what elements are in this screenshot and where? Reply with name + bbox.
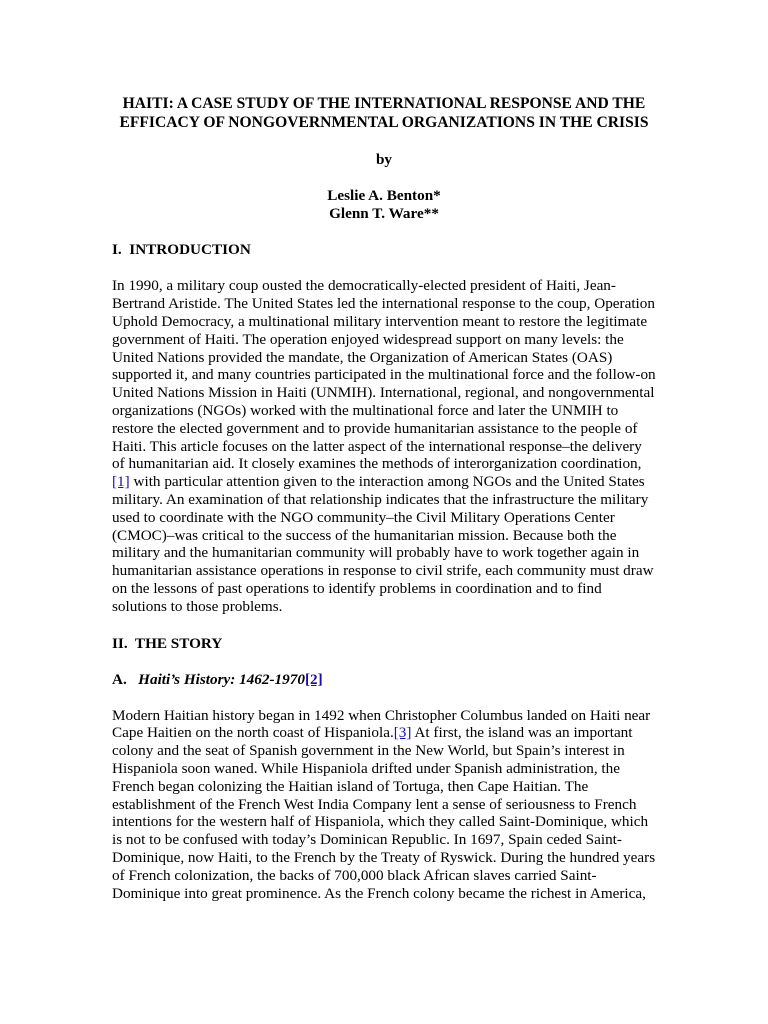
footnote-link-1[interactable]: [1] [112,473,130,491]
paragraph-text: with particular attention given to the interaction among NGOs and the United States military. An examination of that relationship indicates that the infrastructure the military used to coordinate with the NGO community–the Civil Military Operations Center (CMOC)–was critical to the success of the humanitarian mission. Because both the military and the humanitarian community will probably have to work together again in humanitarian assistance operations in response to civil strife, each community must draw on the lessons of past operations to identify problems in coordination and to find solutions to those problems. [112,473,654,615]
document-title: HAITI: A CASE STUDY OF THE INTERNATIONAL RESPONSE AND THE EFFICACY OF NONGOVERNMENTAL ORGANIZATIONS IN THE CRISIS [119,95,649,132]
author-name: Leslie A. Benton* [327,187,441,205]
author-name: Glenn T. Ware** [329,204,439,222]
footnote-link-3[interactable]: [3] [393,724,412,742]
subsection-letter: A. [112,670,127,688]
footnote-link-2[interactable]: [2] [304,670,323,688]
paragraph-text: At first, the island was an important colony and the seat of Spanish government in the New World, but Spain’s interest in Hispaniola soon waned. While Hispaniola drifted under Spanish administration, the French began colonizing the Haitian island of Tortuga, then Cape Haitian. The establishment of the French West India Company lent a sense of seriousness to French intentions for the western half of Hispaniola, which they called Saint-Dominique, which is not to be confused with today’s Dominican Republic. In 1697, Spain ceded Saint-Dominique, now Haiti, to the French by the Treaty of Ryswick. During the hundred years of French colonization, the backs of 700,000 black African slaves carried Saint-Dominique into great prominence. As the French colony became the richest in America, [112,724,656,902]
history-paragraph [112,707,656,903]
author-list [112,187,656,222]
subsection-title: Haiti’s History: 1462-1970 [138,670,305,688]
paragraph-text: In 1990, a military coup ousted the democratically-elected president of Haiti, Jean-Bertrand Aristide. The United States led the international response to the coup, Operation Uphold Democracy, a multinational military intervention meant to restore the legitimate government of Haiti. The operation enjoyed widespread support on many levels: the United Nations provided the mandate, the Organization of American States (OAS) supported it, and many countries participated in the multinational force and the follow-on United Nations Mission in Haiti (UNMIH). International, regional, and nongovernmental organizations (NGOs) worked with the multinational force and later the UNMIH to restore the elected government and to provide humanitarian assistance to the people of Haiti. This article focuses on the latter aspect of the international response–the delivery of humanitarian aid. It closely examines the methods of interorganization coordination, [112,277,656,473]
section-heading-introduction: I. INTRODUCTION [112,241,251,259]
paragraph-text: Modern Haitian history began in 1492 when Christopher Columbus landed on Haiti near Cape Haitien on the north coast of Hispaniola. [112,706,651,742]
subsection-heading-haitis-history [112,671,656,688]
byline: by [375,151,393,169]
section-heading-the-story: II. THE STORY [112,634,223,652]
introduction-paragraph [112,277,656,615]
